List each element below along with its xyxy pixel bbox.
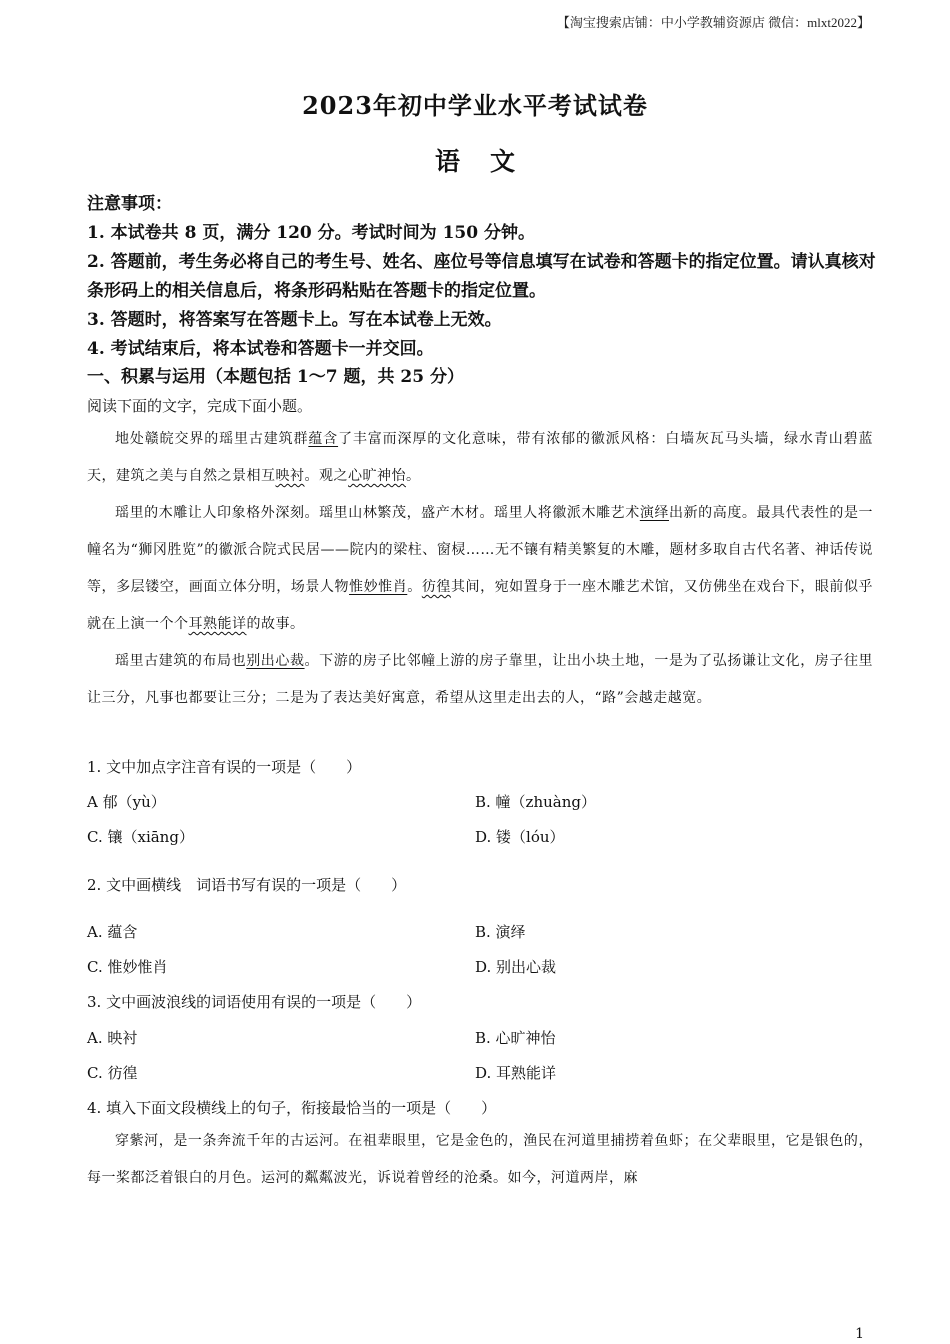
header-note: 【淘宝搜索店铺：中小学教辅资源店 微信：mlxt2022】: [556, 15, 870, 30]
question-1-option-b: B. 幢（zhuàng）: [475, 793, 596, 811]
question-3-option-c: C. 彷徨: [87, 1064, 138, 1082]
question-4-stem: 4. 填入下面文段横线上的句子，衔接最恰当的一项是（ ）: [87, 1099, 497, 1117]
question-4-passage: [87, 1123, 873, 1197]
section-title: 一、积累与运用（本题包括 1～7 题，共 25 分）: [87, 367, 464, 387]
notes-heading: 注意事项：: [87, 194, 172, 214]
page-title: 2023年初中学业水平考试试卷: [302, 91, 648, 120]
text-run: 。观之: [304, 468, 348, 484]
notes-item: 4. 考试结束后，将本试卷和答题卡一并交回。: [87, 339, 434, 359]
notes-block: [87, 190, 877, 364]
text-run: 瑶里的木雕让人印象格外深刻。瑶里山林繁茂，盛产木材。瑶里人将徽派木雕艺术: [115, 505, 640, 521]
notes-item: 1. 本试卷共 8 页，满分 120 分。考试时间为 150 分钟。: [87, 223, 535, 243]
wavy-word: 耳熟能详: [188, 616, 247, 632]
passage-paragraph: [87, 495, 873, 643]
question-3-option-a: A. 映衬: [87, 1029, 138, 1047]
question-3-option-d: D. 耳熟能详: [475, 1064, 557, 1082]
text-run: 。: [407, 579, 422, 595]
notes-item: 3. 答题时，将答案写在答题卡上。写在本试卷上无效。: [87, 310, 502, 330]
wavy-word: 映衬: [275, 468, 305, 484]
reading-passage: [87, 421, 873, 717]
text-run: 。: [406, 468, 421, 484]
wavy-word: 彷徨: [421, 579, 451, 595]
question-2-option-a: A. 蕴含: [87, 923, 138, 941]
question-1-stem: 1. 文中加点字注音有误的一项是（ ）: [87, 758, 362, 776]
underlined-word: 演绎: [639, 505, 669, 521]
question-1-option-a: A 郁（yù）: [87, 793, 166, 811]
text-run: 。下游的房子比邻幢上游的房子靠里，让出小块土地，一是为了弘扬谦让文化，房子往里让三分，凡事也都要让三分；二是为了表达美好寓意，希望从这里走出去的人，“路”会越走越宽。: [87, 653, 874, 706]
question-2-option-c: C. 惟妙惟肖: [87, 958, 168, 976]
question-2-option-d: D. 别出心裁: [475, 958, 557, 976]
notes-item: 2. 答题前，考生务必将自己的考生号、姓名、座位号等信息填写在试卷和答题卡的指定位置。请认真核对条形码上的相关信息后，将条形码粘贴在答题卡的指定位置。: [87, 252, 876, 301]
passage-paragraph: [87, 643, 873, 717]
text-run: 了丰富而深厚的文化意味，带有浓郁的徽派风格：白墙灰瓦马头墙，绿水青山碧蓝天，建筑之美与自然之景相互: [87, 431, 874, 484]
underlined-word: 别出心裁: [246, 653, 305, 669]
question-1-option-d: D. 镂（lóu）: [475, 828, 565, 846]
subject-title: 语文: [434, 147, 545, 176]
question-1-option-c: C. 镶（xiāng）: [87, 828, 194, 846]
section-intro: 阅读下面的文字，完成下面小题。: [87, 397, 313, 415]
page-number: 1: [855, 1326, 864, 1342]
question-3-stem: 3. 文中画波浪线的词语使用有误的一项是（ ）: [87, 993, 422, 1011]
question-2-option-b: B. 演绎: [475, 923, 526, 941]
question-2-stem: 2. 文中画横线 词语书写有误的一项是（ ）: [87, 876, 407, 894]
underlined-word: 蕴含: [308, 431, 339, 447]
text-run: 出新的高度。最具代表性的是一幢名为“狮冈胜览”的徽派合院式民居——院内的梁柱、窗棂……无不镶有精美繁复的木雕，题材多取自古代名著、神话传说等，多层镂空，画面立体分明，场景人物: [87, 505, 874, 595]
text-run: 其间，宛如置身于一座木雕艺术馆，又仿佛坐在戏台下，眼前似乎就在上演一个个: [87, 579, 874, 632]
passage-paragraph: 穿紫河，是一条奔流千年的古运河。在祖辈眼里，它是金色的，渔民在河道里捕捞着鱼虾；在父辈眼里，它是银色的，每一桨都泛着银白的月色。运河的粼粼波光，诉说着曾经的沧桑。如今，河道两岸，麻: [87, 1133, 873, 1186]
text-run: 地处赣皖交界的瑶里古建筑群: [115, 431, 309, 447]
text-run: 瑶里古建筑的布局也: [115, 653, 247, 669]
text-run: 的故事。: [246, 616, 305, 632]
question-3-option-b: B. 心旷神怡: [475, 1029, 556, 1047]
underlined-word: 惟妙惟肖: [349, 579, 408, 595]
wavy-word: 心旷神怡: [348, 468, 406, 484]
passage-paragraph: [87, 421, 873, 495]
